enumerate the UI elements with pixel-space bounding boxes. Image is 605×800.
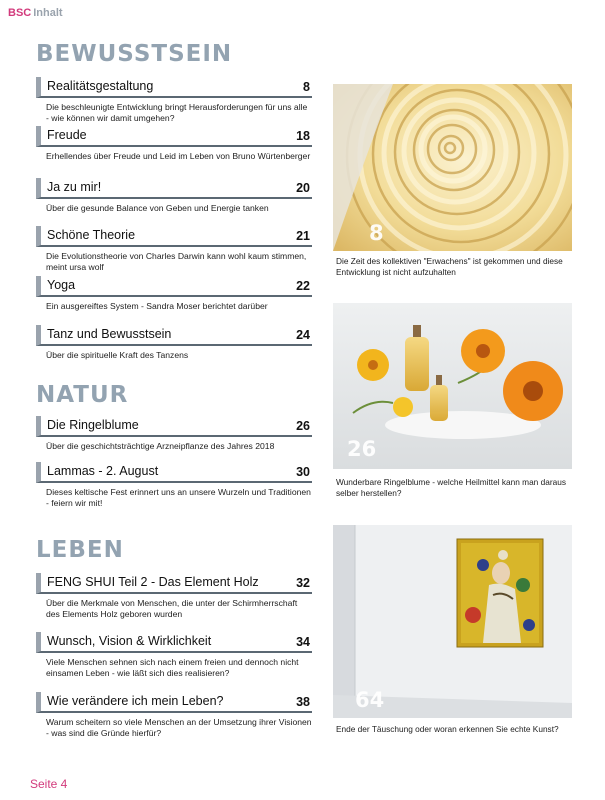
toc-entry[interactable] bbox=[36, 77, 312, 123]
photo-page-number: 26 bbox=[347, 437, 377, 461]
toc-entry-title: Lammas - 2. August bbox=[47, 464, 159, 478]
toc-entry-head bbox=[36, 416, 312, 437]
brand-logo: BSC bbox=[8, 7, 32, 19]
toc-entry-head bbox=[36, 632, 312, 653]
gallery-painting-photo[interactable] bbox=[333, 525, 572, 718]
toc-entry-page: 21 bbox=[296, 229, 310, 243]
toc-entry-title: Wie verändere ich mein Leben? bbox=[47, 694, 224, 708]
photo-page-number: 64 bbox=[355, 688, 385, 712]
photo-caption: Wunderbare Ringelblume - welche Heilmittel kann man daraus selber herstellen? bbox=[336, 477, 566, 498]
toc-entry-desc: Die beschleunigte Entwicklung bringt Herausforderungen für uns alle - wie können wir damit umgehen? bbox=[46, 102, 308, 123]
section-title-leben: LEBEN bbox=[36, 537, 124, 563]
page-header bbox=[8, 7, 63, 19]
toc-entry-head bbox=[36, 462, 312, 483]
toc-entry-desc: Die Evolutionstheorie von Charles Darwin kann wohl kaum stimmen, meint ursa wolf bbox=[46, 251, 307, 272]
page-number-footer: Seite 4 bbox=[30, 777, 68, 791]
toc-entry-head bbox=[36, 77, 312, 98]
photo-page-number: 8 bbox=[369, 221, 384, 245]
photo-caption: Ende der Täuschung oder woran erkennen Sie echte Kunst? bbox=[336, 724, 559, 734]
toc-entry[interactable] bbox=[36, 692, 312, 738]
toc-entry-head bbox=[36, 126, 312, 147]
section-title-bewusstsein: BEWUSSTSEIN bbox=[36, 41, 233, 67]
toc-entry-page: 20 bbox=[296, 181, 310, 195]
toc-entry[interactable] bbox=[36, 632, 312, 678]
toc-entry-page: 26 bbox=[296, 419, 310, 433]
toc-entry-desc: Warum scheitern so viele Menschen an der Umsetzung ihrer Visionen - was sind die Gründe hierfür? bbox=[46, 717, 312, 738]
toc-entry-desc: Über die spirituelle Kraft des Tanzens bbox=[46, 350, 189, 360]
toc-entry[interactable] bbox=[36, 126, 312, 162]
toc-entry-title: Die Ringelblume bbox=[47, 418, 139, 432]
toc-entry-page: 32 bbox=[296, 576, 310, 590]
toc-entry-page: 8 bbox=[303, 80, 310, 94]
spiral-shell-photo[interactable] bbox=[333, 84, 572, 251]
toc-entry-head bbox=[36, 226, 312, 247]
toc-entry-title: Tanz und Bewusstsein bbox=[47, 327, 172, 341]
toc-entry-page: 24 bbox=[296, 328, 310, 342]
toc-entry-title: Ja zu mir! bbox=[47, 180, 102, 194]
toc-entry-page: 38 bbox=[296, 695, 310, 709]
toc-entry-page: 34 bbox=[296, 635, 310, 649]
toc-entry-title: Realitätsgestaltung bbox=[47, 79, 154, 93]
toc-entry-title: Freude bbox=[47, 128, 87, 142]
toc-entry-desc: Über die Merkmale von Menschen, die unter der Schirmherrschaft des Elements Holz geboren wurden bbox=[46, 598, 298, 619]
toc-entry-page: 30 bbox=[296, 465, 310, 479]
toc-entry-desc: Über die geschichtsträchtige Arzneipflanze des Jahres 2018 bbox=[46, 441, 275, 451]
header-section: Inhalt bbox=[33, 7, 63, 19]
toc-entry-desc: Erhellendes über Freude und Leid im Leben von Bruno Würtenberger bbox=[46, 151, 311, 161]
toc-entry[interactable] bbox=[36, 573, 312, 619]
toc-entry-desc: Über die gesunde Balance von Geben und Energie tanken bbox=[46, 203, 269, 213]
toc-entry-title: Yoga bbox=[47, 278, 76, 292]
toc-entry[interactable] bbox=[36, 462, 312, 508]
toc-entry-title: Schöne Theorie bbox=[47, 228, 136, 242]
toc-entry-head bbox=[36, 276, 312, 297]
toc-entry-title: Wunsch, Vision & Wirklichkeit bbox=[47, 634, 212, 648]
toc-entry[interactable] bbox=[36, 416, 312, 452]
toc-entry[interactable] bbox=[36, 276, 312, 312]
toc-entry-head bbox=[36, 325, 312, 346]
toc-entry[interactable] bbox=[36, 325, 312, 361]
toc-entry-page: 18 bbox=[296, 129, 310, 143]
toc-entry-title: FENG SHUI Teil 2 - Das Element Holz bbox=[47, 575, 259, 589]
toc-entry-head bbox=[36, 178, 312, 199]
toc-entry-head bbox=[36, 692, 312, 713]
photo-caption: Die Zeit des kollektiven "Erwachens" ist gekommen und diese Entwicklung ist nicht aufzuhalten bbox=[336, 256, 563, 277]
toc-entry-desc: Dieses keltische Fest erinnert uns an unsere Wurzeln und Traditionen - feiern wir mit! bbox=[46, 487, 311, 508]
toc-entry[interactable] bbox=[36, 226, 312, 272]
section-title-natur: NATUR bbox=[36, 382, 129, 408]
toc-entry-head bbox=[36, 573, 312, 594]
toc-entry-desc: Viele Menschen sehnen sich nach einem freien und dennoch nicht einsamen Leben - wie läßt sich dies realisieren? bbox=[46, 657, 299, 678]
toc-entry-desc: Ein ausgereiftes System - Sandra Moser berichtet darüber bbox=[46, 301, 268, 311]
calendula-oil-photo[interactable] bbox=[333, 303, 572, 469]
toc-entry[interactable] bbox=[36, 178, 312, 214]
toc-entry-page: 22 bbox=[296, 279, 310, 293]
